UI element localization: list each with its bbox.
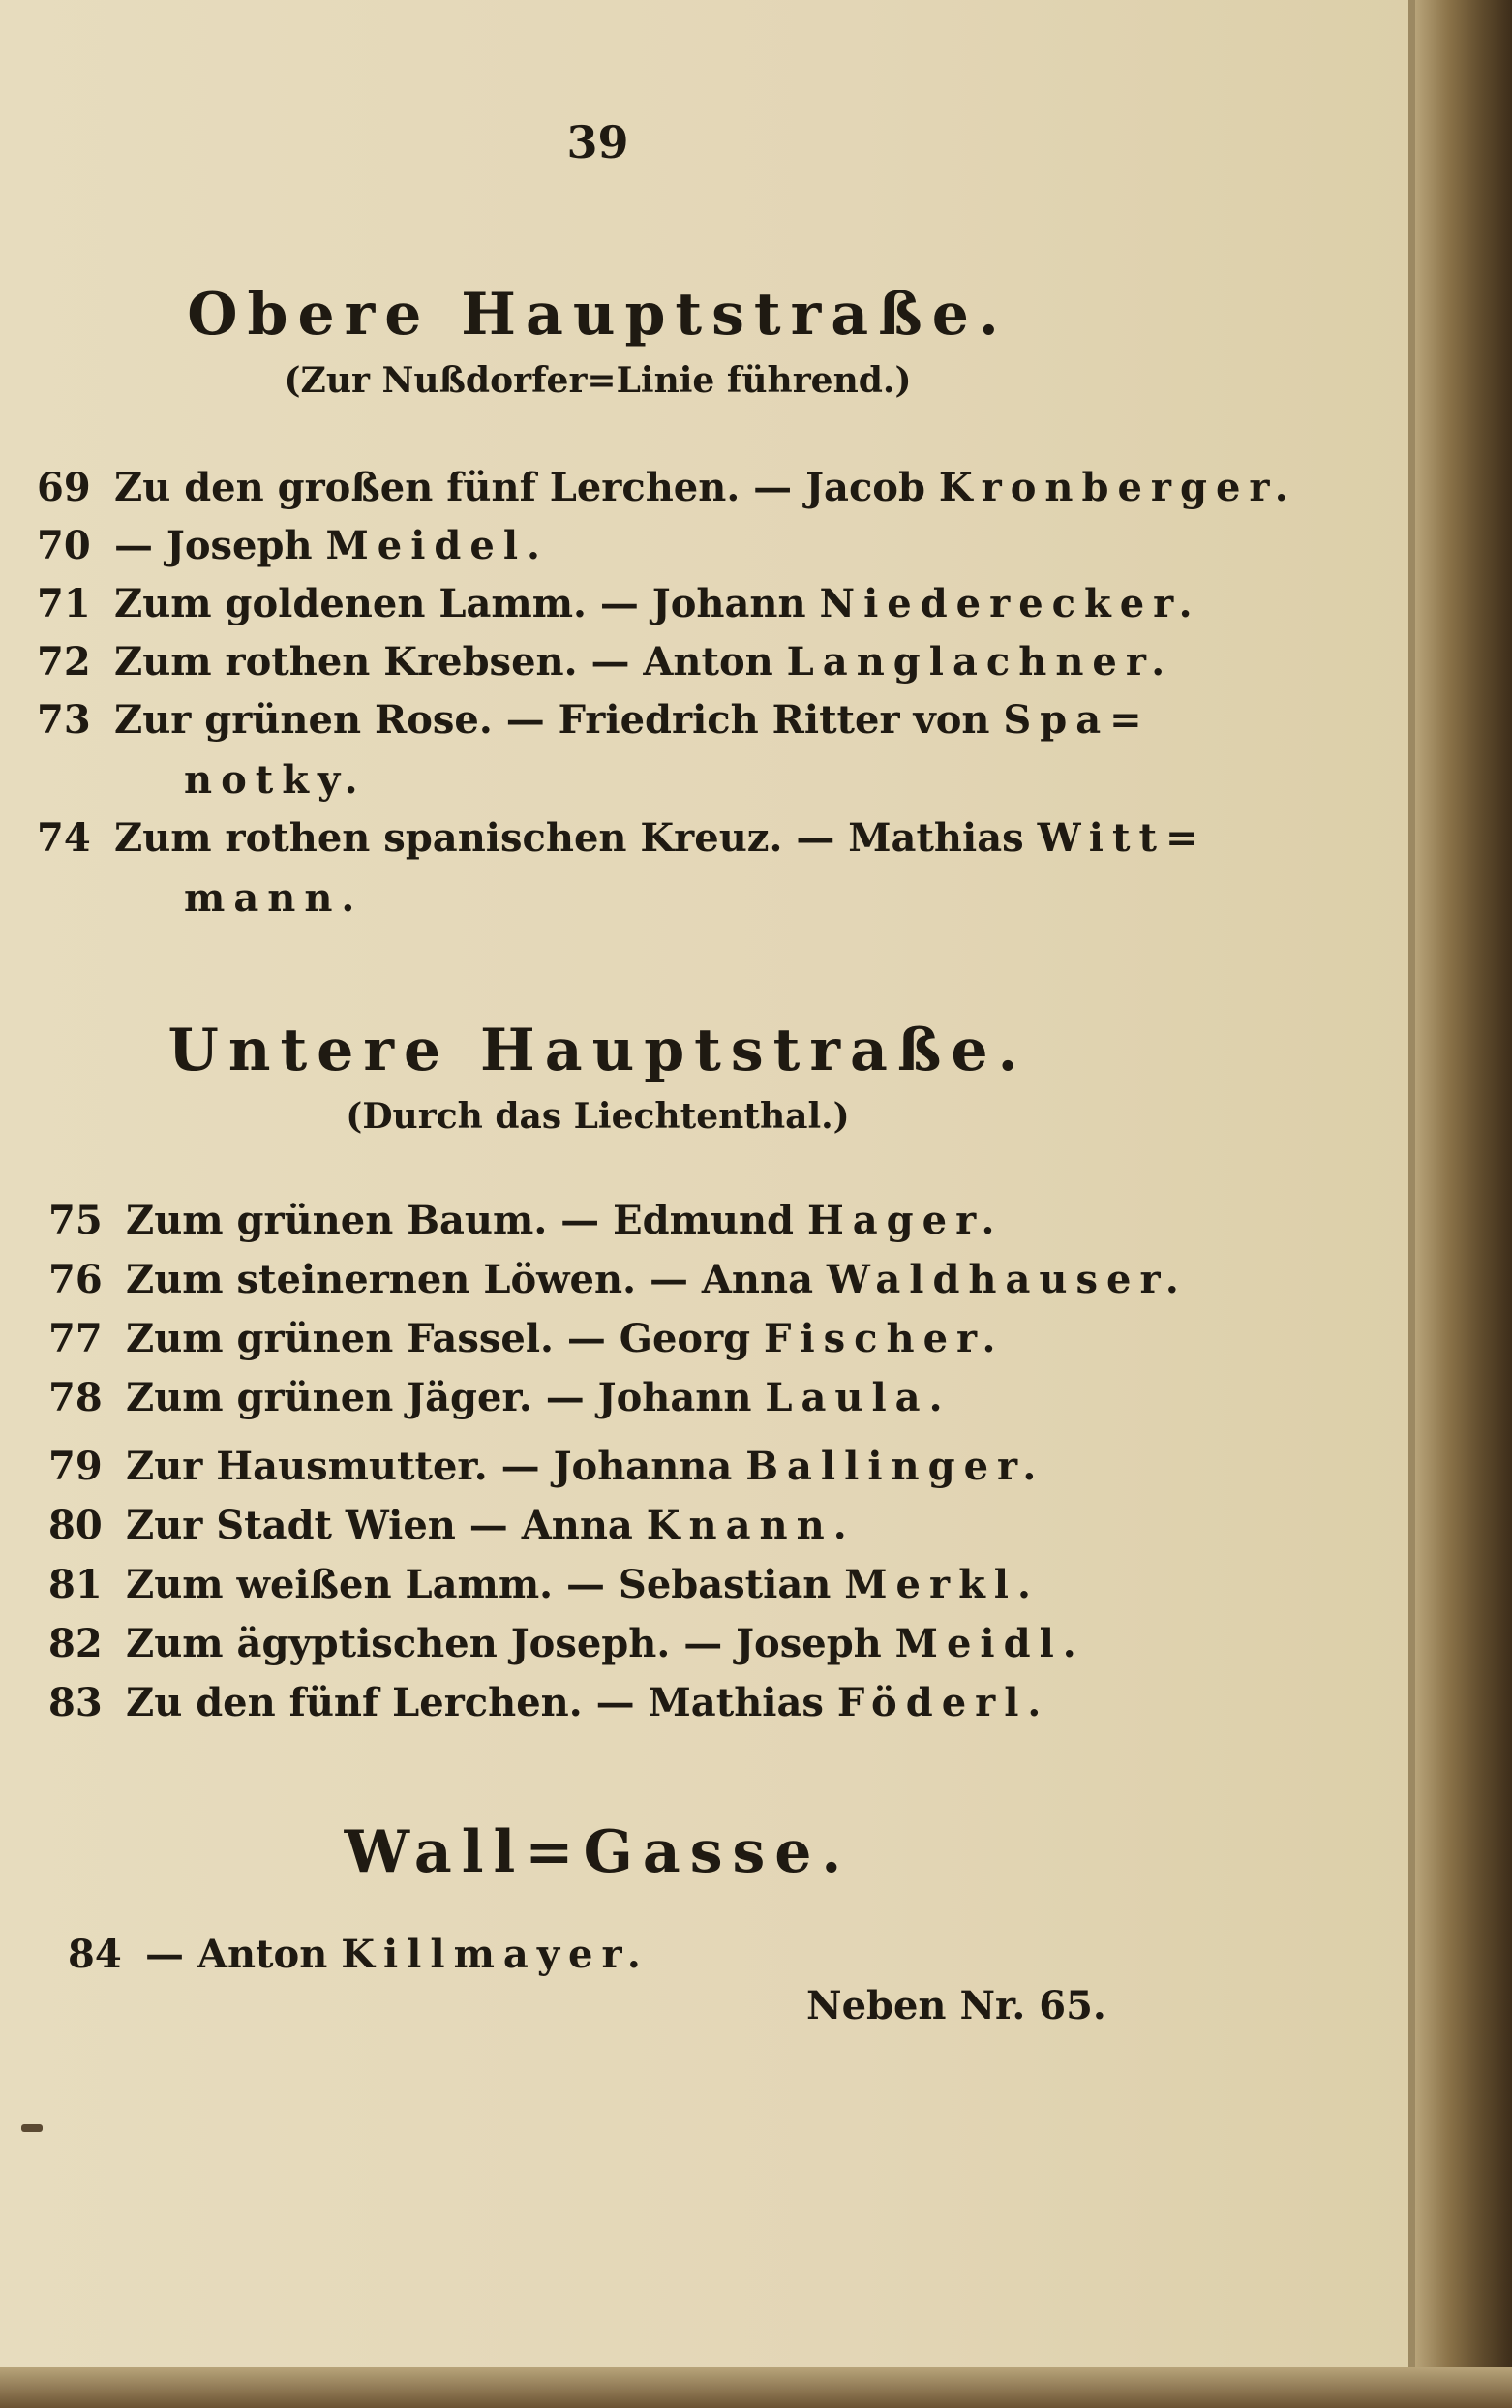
ink-mark bbox=[21, 2124, 43, 2132]
entry-name: Meidl. bbox=[894, 1621, 1085, 1666]
entry-number: 75 bbox=[48, 1198, 103, 1243]
entry-name: Hager. bbox=[806, 1198, 1004, 1243]
entry-name: Niederecker. bbox=[819, 581, 1201, 626]
entry-number: 81 bbox=[48, 1562, 103, 1607]
entry-name: Killmayer. bbox=[341, 1932, 650, 1977]
entry-number: 73 bbox=[37, 697, 91, 743]
entry-name: Kronberger. bbox=[938, 465, 1297, 510]
entry-number: 74 bbox=[37, 815, 91, 861]
list-item bbox=[48, 1621, 1085, 1666]
entry-number: 70 bbox=[37, 523, 91, 568]
section-subtitle: (Zur Nußdorfer=Linie führend.) bbox=[284, 360, 912, 401]
entry-continuation: notky. bbox=[184, 757, 367, 803]
entry-number: 72 bbox=[37, 639, 91, 685]
list-item bbox=[48, 1444, 1044, 1489]
entry-number: 69 bbox=[37, 465, 91, 510]
entry-text: Zur Stadt Wien — Anna bbox=[126, 1503, 647, 1548]
entry-text: Zur grünen Rose. — Friedrich Ritter von bbox=[114, 697, 1004, 743]
list-item bbox=[37, 523, 549, 568]
location-note: Neben Nr. 65. bbox=[806, 1983, 1106, 2028]
list-item bbox=[48, 1562, 1040, 1607]
entry-text: Zum steinernen Löwen. — Anna bbox=[126, 1257, 827, 1302]
book-spine bbox=[1415, 0, 1512, 2408]
entry-number: 78 bbox=[48, 1375, 103, 1420]
list-item bbox=[48, 1503, 856, 1548]
list-item bbox=[37, 639, 1173, 685]
section-title: Untere Hauptstraße. bbox=[167, 1017, 1028, 1084]
entry-text: Zum rothen spanischen Kreuz. — Mathias bbox=[114, 815, 1038, 861]
page-number: 39 bbox=[566, 116, 629, 168]
entry-text: Zu den großen fünf Lerchen. — Jacob bbox=[114, 465, 939, 510]
entry-number: 71 bbox=[37, 581, 91, 626]
entry-name: Langlachner. bbox=[786, 639, 1174, 685]
list-item bbox=[48, 1375, 952, 1420]
entry-number: 77 bbox=[48, 1316, 103, 1361]
list-item bbox=[37, 465, 1297, 510]
entry-number: 84 bbox=[68, 1932, 122, 1977]
entry-text: — Joseph bbox=[114, 523, 326, 568]
entry-number: 83 bbox=[48, 1680, 103, 1725]
entry-name: Föderl. bbox=[836, 1680, 1050, 1725]
list-item bbox=[48, 1257, 1188, 1302]
list-item bbox=[37, 697, 1151, 743]
entry-number: 82 bbox=[48, 1621, 103, 1666]
list-item bbox=[48, 1680, 1049, 1725]
entry-name: Laula. bbox=[765, 1375, 952, 1420]
entry-number: 79 bbox=[48, 1444, 103, 1489]
entry-text: — Anton bbox=[145, 1932, 342, 1977]
entry-name: Knann. bbox=[646, 1503, 856, 1548]
entry-name: Fischer. bbox=[764, 1316, 1005, 1361]
section-subtitle: (Durch das Liechtenthal.) bbox=[346, 1096, 850, 1137]
section-title: Obere Hauptstraße. bbox=[187, 281, 1009, 349]
entry-text: Zum ägyptischen Joseph. — Joseph bbox=[126, 1621, 895, 1666]
list-item bbox=[48, 1198, 1003, 1243]
section-title: Wall=Gasse. bbox=[344, 1818, 852, 1886]
entry-text: Zum rothen Krebsen. — Anton bbox=[114, 639, 787, 685]
entry-text: Zum goldenen Lamm. — Johann bbox=[114, 581, 820, 626]
entry-text: Zum grünen Fassel. — Georg bbox=[126, 1316, 765, 1361]
entry-name: Merkl. bbox=[844, 1562, 1040, 1607]
entry-name: Spa= bbox=[1003, 697, 1151, 743]
entry-text: Zum grünen Jäger. — Johann bbox=[126, 1375, 766, 1420]
entry-continuation: mann. bbox=[184, 875, 364, 921]
entry-number: 76 bbox=[48, 1257, 103, 1302]
list-item bbox=[68, 1932, 650, 1977]
entry-name: Ballinger. bbox=[745, 1444, 1045, 1489]
entry-number: 80 bbox=[48, 1503, 103, 1548]
entry-text: Zum grünen Baum. — Edmund bbox=[126, 1198, 807, 1243]
entry-name: Meidel. bbox=[325, 523, 549, 568]
entry-name: Witt= bbox=[1037, 815, 1207, 861]
entry-text: Zum weißen Lamm. — Sebastian bbox=[126, 1562, 845, 1607]
entry-text: Zur Hausmutter. — Johanna bbox=[126, 1444, 746, 1489]
list-item bbox=[48, 1316, 1004, 1361]
list-item bbox=[37, 815, 1206, 861]
list-item bbox=[37, 581, 1201, 626]
book-bottom-edge bbox=[0, 2367, 1512, 2408]
entry-name: Waldhauser. bbox=[826, 1257, 1188, 1302]
entry-text: Zu den fünf Lerchen. — Mathias bbox=[126, 1680, 837, 1725]
